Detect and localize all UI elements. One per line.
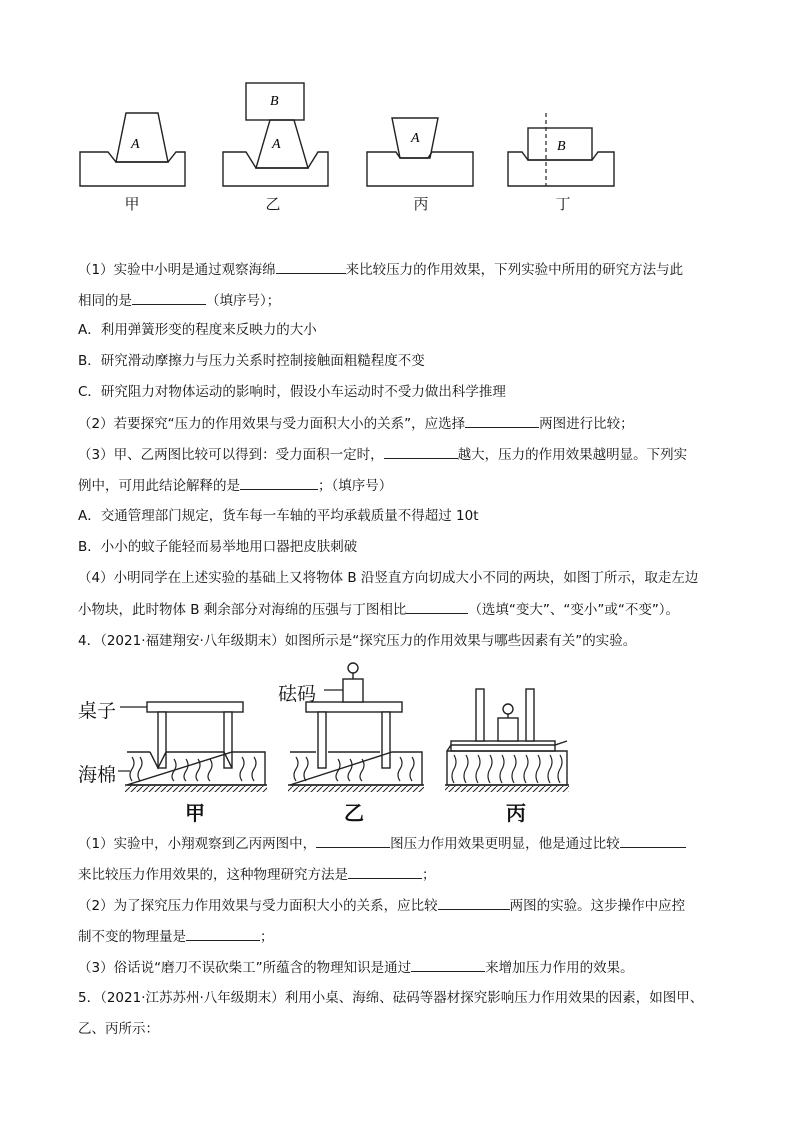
answer-blank[interactable] bbox=[438, 895, 510, 910]
answer-blank[interactable] bbox=[620, 833, 686, 848]
q3-option-c: C．研究阻力对物体运动的影响时，假设小车运动时不受力做出科学推理 bbox=[78, 384, 506, 400]
answer-blank[interactable] bbox=[348, 864, 422, 879]
q3-option-a2: A．交通管理部门规定，货车每一车轴的平均承载质量不得超过 10t bbox=[78, 508, 479, 524]
caption-jia: 甲 bbox=[185, 801, 205, 825]
caption-jia: 甲 bbox=[124, 195, 140, 213]
label-weight: 砝码 bbox=[278, 683, 317, 705]
figure-table-sponge bbox=[70, 655, 590, 795]
q3-option-b: B．研究滑动摩擦力与压力关系时控制接触面粗糙程度不变 bbox=[78, 353, 425, 369]
block-a-yi bbox=[256, 120, 308, 168]
caption-bing: 丙 bbox=[413, 195, 429, 213]
answer-blank[interactable] bbox=[465, 413, 539, 428]
q4-part2-line2: 制不变的物理量是 ； bbox=[78, 926, 274, 947]
q3-part4-line2: 小物块，此时物体 B 剩余部分对海绵的压强与丁图相比 （选填“变大”、“变小”或“不变”）。 bbox=[78, 599, 679, 620]
label-sponge: 海棉 bbox=[78, 764, 117, 786]
q3-part1-line2: 相同的是 （填序号）； bbox=[78, 290, 280, 311]
answer-blank[interactable] bbox=[384, 444, 458, 459]
answer-blank[interactable] bbox=[411, 957, 485, 972]
q3-part1-line1: （1）实验中小明是通过观察海绵 来比较压力的作用效果，下列实验中所用的研究方法与此 bbox=[78, 259, 683, 280]
block-a-jia bbox=[116, 113, 168, 162]
q4-part2-line1: （2）为了探究压力作用效果与受力面积大小的关系，应比较 两图的实验。这步操作中应控 bbox=[78, 895, 685, 916]
answer-blank[interactable] bbox=[276, 259, 346, 274]
q4-part3: （3）俗话说“磨刀不误砍柴工”所蕴含的物理知识是通过 来增加压力作用的效果。 bbox=[78, 957, 634, 978]
svg-text:B: B bbox=[270, 94, 279, 109]
answer-blank[interactable] bbox=[186, 926, 260, 941]
caption-bing: 丙 bbox=[506, 801, 526, 825]
caption-ding: 丁 bbox=[555, 195, 571, 213]
answer-blank[interactable] bbox=[132, 290, 206, 305]
q5-line2: 乙、丙所示： bbox=[78, 1021, 159, 1037]
answer-blank[interactable] bbox=[240, 475, 318, 490]
answer-blank[interactable] bbox=[316, 833, 390, 848]
q3-part3-line1: （3）甲、乙两图比较可以得到：受力面积一定时， 越大，压力的作用效果越明显。下列实 bbox=[78, 444, 687, 465]
svg-text:A: A bbox=[131, 137, 140, 152]
q3-part3-line2: 例中，可用此结论解释的是 ；（填序号） bbox=[78, 475, 392, 496]
sponge-ding bbox=[508, 152, 614, 186]
label-table: 桌子 bbox=[78, 700, 117, 722]
q4-title: 4．（2021·福建翔安·八年级期末）如图所示是“探究压力的作用效果与哪些因素有关”的实验。 bbox=[78, 633, 637, 649]
q5-line1: 5．（2021·江苏苏州·八年级期末）利用小桌、海绵、砝码等器材探究影响压力作用效果的因素，如图甲、 bbox=[78, 990, 704, 1006]
svg-text:B: B bbox=[557, 139, 566, 154]
sponge-jia bbox=[80, 152, 185, 186]
sponge-bing bbox=[367, 152, 473, 186]
q4-part1-line2: 来比较压力作用效果的，这种物理研究方法是 ； bbox=[78, 864, 436, 885]
svg-text:A: A bbox=[411, 131, 420, 146]
sponge-yi bbox=[223, 152, 328, 186]
svg-text:A: A bbox=[272, 137, 281, 152]
caption-yi: 乙 bbox=[344, 801, 364, 825]
q3-option-a: A．利用弹簧形变的程度来反映力的大小 bbox=[78, 322, 317, 338]
q3-part4-line1: （4）小明同学在上述实验的基础上又将物体 B 沿竖直方向切成大小不同的两块，如图丁所示，取走左边 bbox=[78, 570, 699, 586]
caption-yi: 乙 bbox=[265, 195, 281, 213]
answer-blank[interactable] bbox=[406, 599, 468, 614]
q3-part2: （2）若要探究“压力的作用效果与受力面积大小的关系”，应选择 两图进行比较； bbox=[78, 413, 634, 434]
figure-sponge-blocks bbox=[70, 78, 630, 228]
q4-part1-line1: （1）实验中，小翔观察到乙丙两图中， 图压力作用效果更明显，他是通过比较 bbox=[78, 833, 686, 854]
q3-option-b2: B．小小的蚊子能轻而易举地用口器把皮肤刺破 bbox=[78, 539, 358, 555]
